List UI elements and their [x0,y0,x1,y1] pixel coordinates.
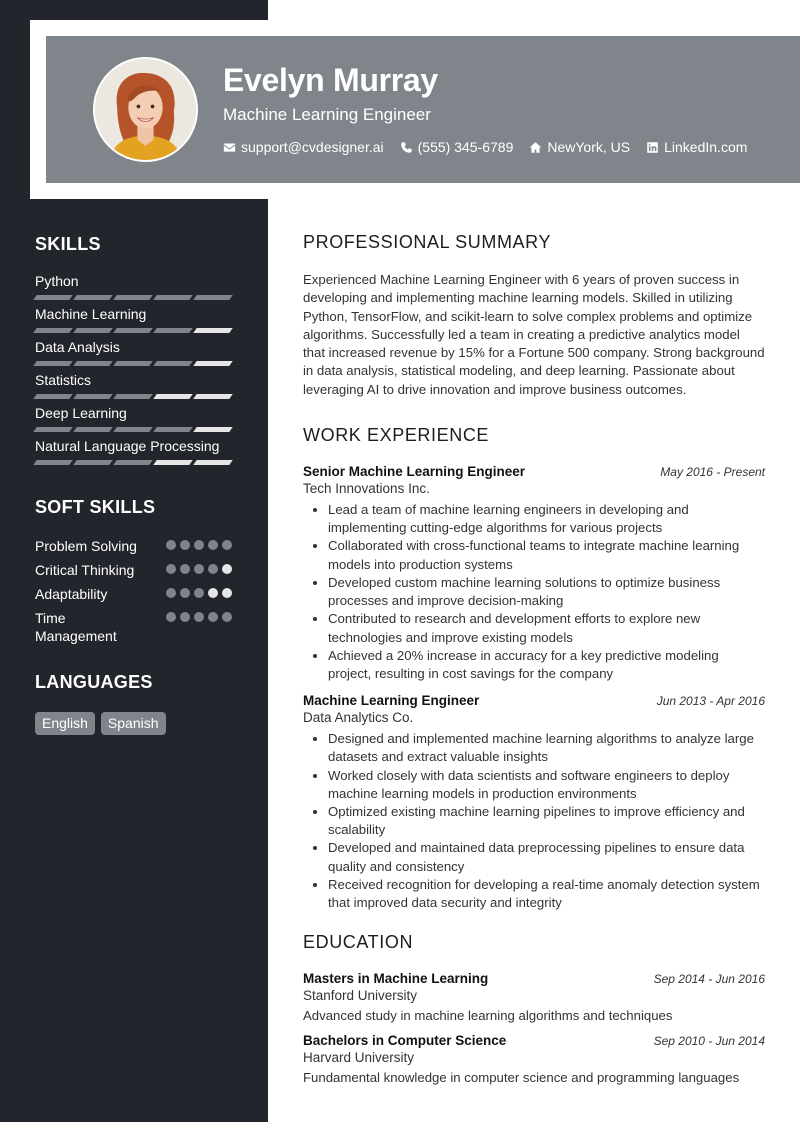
skill-level-bar [35,328,231,333]
skill-level-segment [33,295,73,300]
skill-level-segment [193,394,233,399]
experience-section [303,425,765,912]
skill-level-segment [153,460,193,465]
linkedin-text: LinkedIn.com [664,139,748,155]
education-description: Fundamental knowledge in computer science and programming languages [303,1070,740,1086]
soft-skill-level-dot [166,588,176,598]
job-bullet: • Optimized existing machine learning pipelines to improve efficiency and scalability [328,803,765,839]
job-date: May 2016 - Present [660,465,765,480]
soft-skill-level-dot [194,588,204,598]
skill-level-bar [35,295,231,300]
soft-skill-level-dot [180,564,190,574]
summary-section [303,232,765,399]
email-text: support@cvdesigner.ai [241,139,384,155]
education-entry [303,1033,765,1087]
envelope-icon [223,141,236,154]
skill-level-segment [33,394,73,399]
skill-level-segment [73,460,113,465]
education-entry [303,971,765,1025]
home-icon [529,141,542,154]
main-content [303,232,765,1109]
soft-skill-level-dot [222,540,232,550]
skill-level-segment [33,328,73,333]
linkedin-icon [646,141,659,154]
skill-name: Data Analysis [35,339,120,355]
soft-skill-level-dot [208,564,218,574]
soft-skill-level-dot [208,612,218,622]
skill-level-segment [153,394,193,399]
skill-level-segment [113,394,153,399]
skill-level-segment [193,361,233,366]
soft-skill-item [35,585,232,603]
experience-heading: WORK EXPERIENCE [303,425,490,446]
education-header [303,1033,765,1048]
skill-level-segment [193,295,233,300]
job-header [303,464,765,479]
location-text: NewYork, US [547,139,631,155]
language-badge: Spanish [101,712,166,735]
skill-level-segment [33,427,73,432]
company-name: Data Analytics Co. [303,710,414,726]
job-date: Jun 2013 - Apr 2016 [656,694,765,709]
skill-level-segment [73,361,113,366]
soft-skill-name: Critical Thinking [35,562,135,578]
skill-level-bar [35,394,231,399]
skills-heading: SKILLS [35,234,101,254]
skill-level-segment [153,361,193,366]
education-heading: EDUCATION [303,932,414,953]
skill-level-segment [73,328,113,333]
contact-phone[interactable] [400,139,514,155]
soft-skill-level-dot [180,540,190,550]
skill-name: Python [35,273,79,289]
skill-name: Natural Language Processing [35,438,220,454]
skill-level-segment [153,295,193,300]
contact-location [529,139,630,155]
skill-level-segment [153,427,193,432]
soft-skill-level-dots [166,588,232,598]
candidate-title: Machine Learning Engineer [223,105,431,124]
job-header [303,693,765,708]
contact-email[interactable] [223,139,384,155]
soft-skill-level-dots [166,564,232,574]
skill-item [35,339,232,372]
soft-skill-item [35,561,232,579]
job-bullet: • Achieved a 20% increase in accuracy for a key predictive modeling project, resulting in cost savings for the company [328,647,765,683]
soft-skill-level-dot [166,540,176,550]
soft-skill-level-dot [194,564,204,574]
job-bullets [303,730,765,912]
soft-skill-level-dot [222,564,232,574]
soft-skill-name: Problem Solving [35,538,137,554]
education-header [303,971,765,986]
soft-skill-item [35,609,232,645]
skill-level-segment [113,361,153,366]
skill-level-segment [73,295,113,300]
soft-skill-level-dot [222,588,232,598]
job-bullet: • Designed and implemented machine learning algorithms to analyze large datasets and extract valuable insights [328,730,765,766]
contact-bar [223,139,747,155]
language-badge: English [35,712,95,735]
skill-level-segment [193,328,233,333]
job-bullet: • Contributed to research and development efforts to explore new technologies and improve existing models [328,610,765,646]
job-title: Machine Learning Engineer [303,693,480,709]
job-bullets [303,501,765,683]
job-entry [303,693,765,912]
skill-level-segment [73,427,113,432]
job-bullet: • Worked closely with data scientists and software engineers to deploy machine learning models in production environments [328,767,765,803]
soft-skill-name: Adaptability [35,586,108,602]
phone-text: (555) 345-6789 [417,139,514,155]
skill-name: Statistics [35,372,92,388]
skill-level-segment [153,328,193,333]
skill-item [35,438,232,471]
skills-list [35,273,232,471]
skill-name: Deep Learning [35,405,127,421]
soft-skill-level-dot [208,540,218,550]
job-bullet: • Lead a team of machine learning engineers in developing and implementing cutting-edge algorithms for various projects [328,501,765,537]
skill-level-segment [33,361,73,366]
degree-title: Masters in Machine Learning [303,971,489,987]
soft-skill-level-dot [194,540,204,550]
soft-skill-name: Time Management [35,610,117,644]
skill-level-bar [35,460,231,465]
profile-photo-icon [95,59,196,160]
soft-skill-level-dot [166,564,176,574]
avatar [93,57,198,162]
skill-item [35,372,232,405]
skill-level-segment [113,460,153,465]
soft-skill-item [35,537,232,555]
job-bullet: • Developed custom machine learning solutions to optimize business processes and improve decision-making [328,574,765,610]
skill-level-segment [113,295,153,300]
soft-skill-level-dot [166,612,176,622]
company-name: Tech Innovations Inc. [303,481,430,497]
education-description: Advanced study in machine learning algorithms and techniques [303,1008,673,1024]
soft-skill-level-dots [166,612,232,622]
skill-item [35,306,232,339]
education-section [303,932,765,1087]
job-title: Senior Machine Learning Engineer [303,464,526,480]
degree-title: Bachelors in Computer Science [303,1033,507,1049]
soft-skill-level-dot [180,612,190,622]
job-entry [303,464,765,683]
skill-level-bar [35,427,231,432]
skill-level-segment [33,460,73,465]
summary-text: Experienced Machine Learning Engineer with 6 years of proven success in developing and implementing machine learning models. Skilled in utilizing Python, TensorFlow, and scikit-learn to solve complex problems and optimize algorithms. Successfully led a team in creating a predictive analytics model that increased revenue by 15% for a Fortune 500 company. Strong background in data analysis, statistical modeling, and deep learning. Passionate about leveraging AI to drive innovation and improve business outcomes. [303,272,765,397]
soft-skill-level-dot [208,588,218,598]
skill-level-segment [193,460,233,465]
languages-list [35,712,166,735]
job-bullet: • Developed and maintained data preprocessing pipelines to ensure data quality and consistency [328,839,765,875]
job-bullet: • Collaborated with cross-functional teams to integrate machine learning models into production systems [328,537,765,573]
candidate-name: Evelyn Murray [223,62,438,98]
education-date: Sep 2014 - Jun 2016 [653,972,765,987]
languages-heading: LANGUAGES [35,672,153,692]
skill-name: Machine Learning [35,306,147,322]
education-date: Sep 2010 - Jun 2014 [653,1034,765,1049]
soft-skills-heading: SOFT SKILLS [35,497,156,517]
skill-level-segment [113,427,153,432]
soft-skill-level-dot [180,588,190,598]
soft-skills-list [35,537,232,651]
skill-level-segment [73,394,113,399]
soft-skill-level-dot [222,612,232,622]
phone-icon [400,141,413,154]
skill-level-segment [193,427,233,432]
soft-skill-level-dots [166,540,232,550]
skill-level-bar [35,361,231,366]
job-bullet: • Received recognition for developing a real-time anomaly detection system that improved data security and integrity [328,876,765,912]
school-name: Stanford University [303,988,418,1004]
soft-skill-level-dot [194,612,204,622]
skill-level-segment [113,328,153,333]
skill-item [35,273,232,306]
summary-heading: PROFESSIONAL SUMMARY [303,232,552,252]
skill-item [35,405,232,438]
contact-linkedin[interactable] [646,139,747,155]
school-name: Harvard University [303,1050,415,1066]
